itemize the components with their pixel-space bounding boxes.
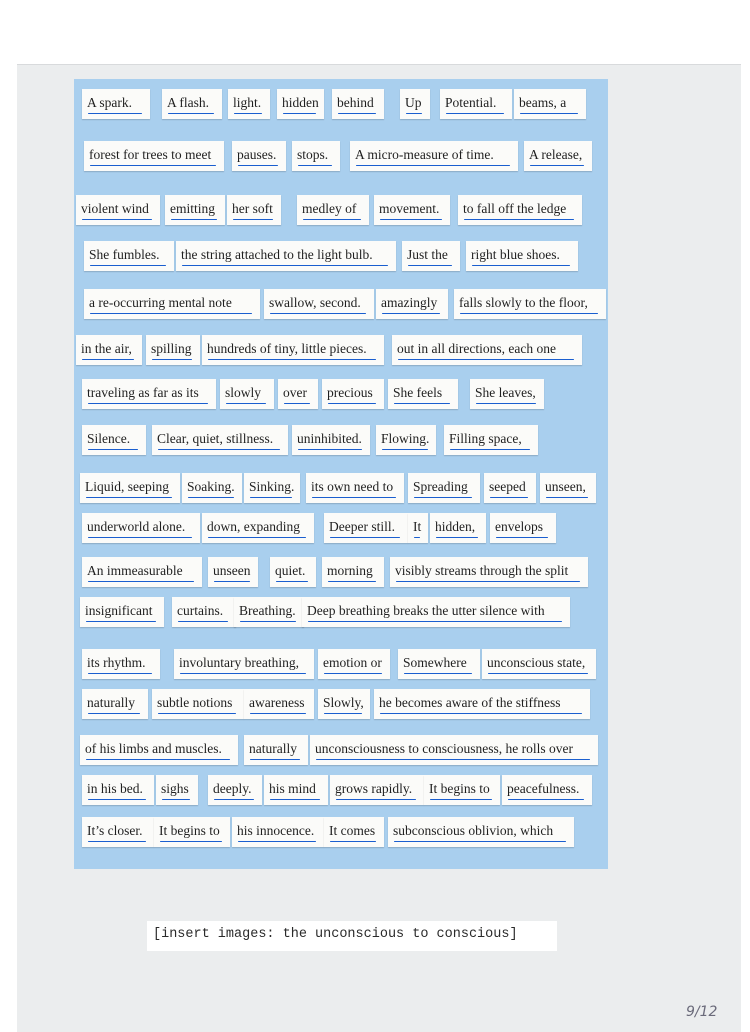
page-number: 9/12 xyxy=(686,1004,718,1020)
collage-row xyxy=(74,141,608,189)
word-strip: Deeper still. xyxy=(324,513,408,543)
word-strip: Flowing. xyxy=(376,425,436,455)
word-strip: forest for trees to meet xyxy=(84,141,224,171)
collage-row xyxy=(74,513,608,561)
word-strip: Somewhere xyxy=(398,649,480,679)
word-strip: spilling xyxy=(146,335,200,365)
word-strip: emotion or xyxy=(318,649,390,679)
word-strip: naturally xyxy=(244,735,308,765)
word-strip: unseen, xyxy=(540,473,596,503)
word-strip: envelops xyxy=(490,513,556,543)
word-strip: her soft xyxy=(227,195,281,225)
word-strip: its own need to xyxy=(306,473,404,503)
collage-row xyxy=(74,425,608,473)
word-strip: sighs xyxy=(156,775,198,805)
word-strip: over xyxy=(278,379,318,409)
word-strip: his mind xyxy=(264,775,328,805)
word-strip: his innocence. xyxy=(232,817,324,847)
word-strip: A release, xyxy=(524,141,592,171)
word-strip: curtains. xyxy=(172,597,236,627)
word-strip: insignificant xyxy=(80,597,164,627)
word-strip: stops. xyxy=(292,141,340,171)
word-strip: An immeasurable xyxy=(82,557,202,587)
sheet-edge xyxy=(17,64,741,65)
word-strip: right blue shoes. xyxy=(466,241,578,271)
word-strip: involuntary breathing, xyxy=(174,649,314,679)
word-strip: unconscious state, xyxy=(482,649,596,679)
word-strip: Just the xyxy=(402,241,460,271)
word-strip: its rhythm. xyxy=(82,649,160,679)
word-strip: Deep breathing breaks the utter silence with xyxy=(302,597,570,627)
word-strip: in his bed. xyxy=(82,775,154,805)
word-strip: grows rapidly. xyxy=(330,775,424,805)
word-strip: pauses. xyxy=(232,141,286,171)
word-strip: subtle notions xyxy=(152,689,244,719)
collage-row xyxy=(74,289,608,337)
word-strip: to fall off the ledge xyxy=(458,195,582,225)
word-strip: She leaves, xyxy=(470,379,544,409)
word-strip: unseen xyxy=(208,557,258,587)
word-strip: Up xyxy=(400,89,430,119)
word-strip: Slowly, xyxy=(318,689,370,719)
word-strip: It xyxy=(408,513,428,543)
word-strip: beams, a xyxy=(514,89,586,119)
word-strip: emitting xyxy=(165,195,225,225)
collage-row xyxy=(74,817,608,865)
word-strip: peacefulness. xyxy=(502,775,592,805)
word-strip: unconsciousness to consciousness, he rolls over xyxy=(310,735,598,765)
word-strip: amazingly xyxy=(376,289,448,319)
word-strip: Liquid, seeping xyxy=(80,473,180,503)
word-strip: awareness xyxy=(244,689,314,719)
word-strip: It’s closer. xyxy=(82,817,154,847)
word-strip: of his limbs and muscles. xyxy=(80,735,238,765)
collage-row xyxy=(74,775,608,823)
word-strip: down, expanding xyxy=(202,513,314,543)
word-strip: he becomes aware of the stiffness xyxy=(374,689,590,719)
word-strip: subconscious oblivion, which xyxy=(388,817,574,847)
word-strip: underworld alone. xyxy=(82,513,200,543)
word-strip: Breathing. xyxy=(234,597,304,627)
insert-images-caption: [insert images: the unconscious to conscious] xyxy=(147,921,557,951)
word-strip: quiet. xyxy=(270,557,316,587)
word-strip: medley of xyxy=(297,195,369,225)
word-strip: Sinking. xyxy=(244,473,300,503)
word-strip: light. xyxy=(228,89,270,119)
word-strip: She feels xyxy=(388,379,458,409)
word-strip: slowly xyxy=(220,379,274,409)
word-strip: visibly streams through the split xyxy=(390,557,588,587)
word-strip: the string attached to the light bulb. xyxy=(176,241,396,271)
word-strip: Spreading xyxy=(408,473,480,503)
word-strip: Soaking. xyxy=(182,473,242,503)
word-strip: It begins to xyxy=(424,775,500,805)
word-strip: Potential. xyxy=(440,89,512,119)
word-strip: A micro-measure of time. xyxy=(350,141,518,171)
word-strip: It comes xyxy=(324,817,384,847)
collage-row xyxy=(74,379,608,427)
word-strip: violent wind xyxy=(76,195,160,225)
word-strip: It begins to xyxy=(154,817,230,847)
word-strip: precious xyxy=(322,379,384,409)
word-strip: Silence. xyxy=(82,425,146,455)
word-strip: hidden xyxy=(277,89,324,119)
word-strip: behind xyxy=(332,89,384,119)
word-strip: in the air, xyxy=(76,335,142,365)
collage-row xyxy=(74,241,608,289)
word-strip: a re-occurring mental note xyxy=(84,289,260,319)
collage-row xyxy=(74,195,608,243)
collage-row xyxy=(74,689,608,737)
word-strip: out in all directions, each one xyxy=(392,335,582,365)
word-strip: traveling as far as its xyxy=(82,379,216,409)
word-strip: seeped xyxy=(484,473,536,503)
word-strip: morning xyxy=(322,557,384,587)
word-strip: Filling space, xyxy=(444,425,538,455)
word-strip: Clear, quiet, stillness. xyxy=(152,425,288,455)
word-strip: swallow, second. xyxy=(264,289,374,319)
collage-row xyxy=(74,335,608,383)
word-strip: hundreds of tiny, little pieces. xyxy=(202,335,384,365)
word-strip: uninhibited. xyxy=(292,425,370,455)
word-strip: A spark. xyxy=(82,89,150,119)
word-strip: A flash. xyxy=(162,89,222,119)
word-strip: falls slowly to the floor, xyxy=(454,289,606,319)
collage-row xyxy=(74,597,608,645)
collage-board xyxy=(74,79,608,869)
word-strip: movement. xyxy=(374,195,450,225)
word-strip: deeply. xyxy=(208,775,262,805)
word-strip: hidden, xyxy=(430,513,486,543)
word-strip: naturally xyxy=(82,689,148,719)
word-strip: She fumbles. xyxy=(84,241,174,271)
collage-row xyxy=(74,89,608,137)
